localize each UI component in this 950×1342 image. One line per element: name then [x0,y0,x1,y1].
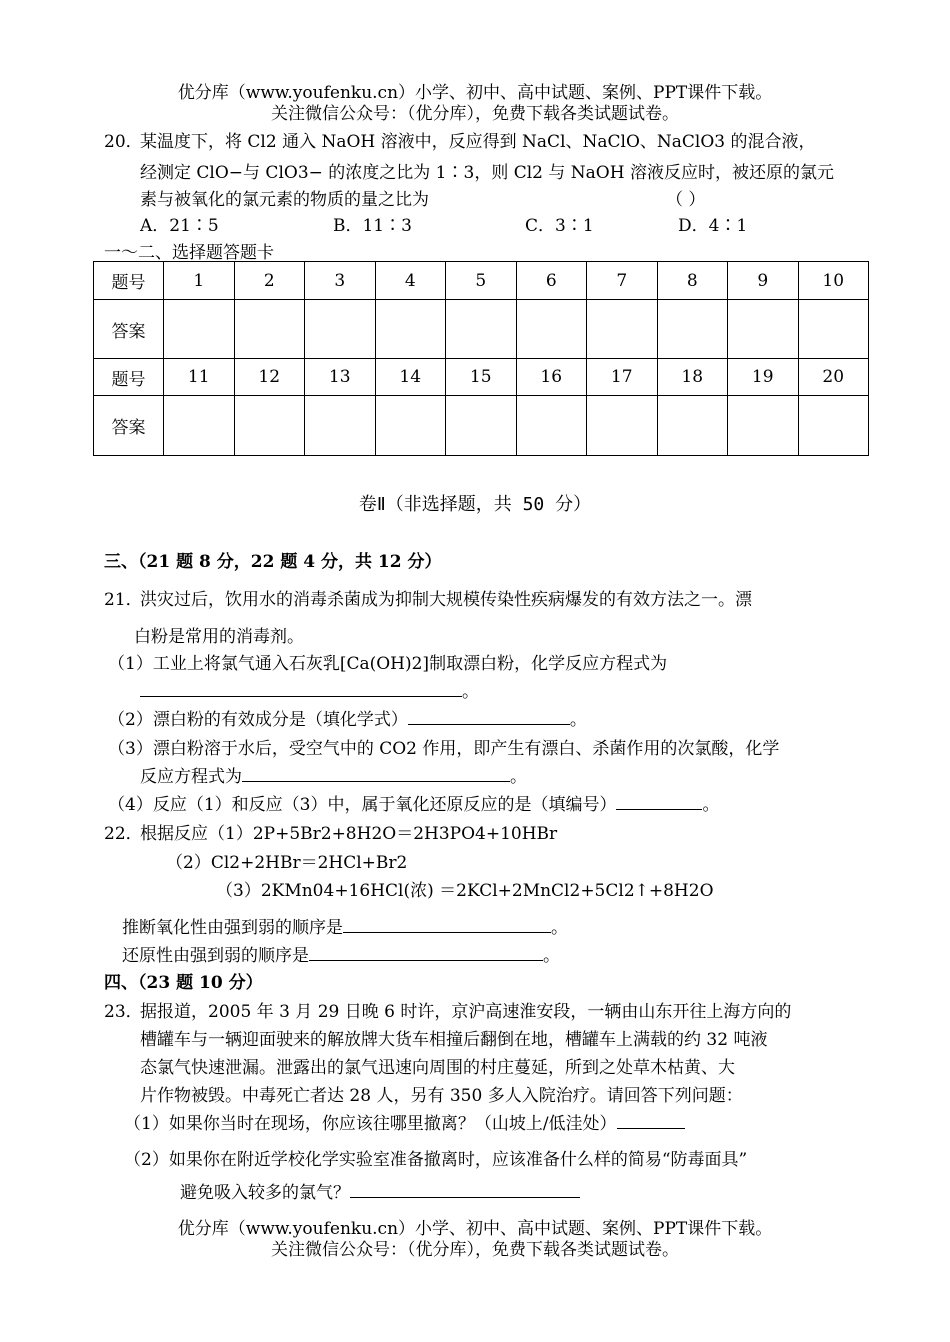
question-number: 18 [657,359,728,396]
question-number: 13 [305,359,376,396]
header-line-1: 优分库（www.youfenku.cn）小学、初中、高中试题、案例、PPT课件下载。 [177,83,773,103]
q22-ask-1-text: 推断氧化性由强到弱的顺序是 [122,918,343,938]
q23-line-1: 据报道，2005 年 3 月 29 日晚 6 时许，京沪高速淮安段，一辆由山东开往上海方向的 [140,1002,792,1022]
question-number: 12 [234,359,305,396]
q23-number: 23． [104,1002,143,1022]
answer-cell[interactable] [516,396,587,456]
question-number: 16 [516,359,587,396]
q23-line-2: 槽罐车与一辆迎面驶来的解放牌大货车相撞后翻倒在地，槽罐车上满载的约 32 吨液 [140,1030,768,1050]
answer-cell[interactable] [798,300,869,359]
row-header-num: 题号 [94,262,164,300]
answer-blank[interactable] [309,946,543,961]
q20-answer-bracket: （ ） [666,190,706,210]
footer-line-1: 优分库（www.youfenku.cn）小学、初中、高中试题、案例、PPT课件下载。 [177,1219,773,1239]
q23-sub2-text: 避免吸入较多的氯气？ [180,1183,350,1203]
section3-title: 三、（21 题 8 分，22 题 4 分，共 12 分） [104,552,442,572]
answer-blank[interactable] [140,682,462,697]
punct: 。 [569,710,587,730]
punct: 。 [551,918,568,938]
answer-cell[interactable] [305,300,376,359]
answer-cell[interactable] [375,300,446,359]
question-number: 7 [587,262,658,300]
answer-cell[interactable] [446,396,517,456]
answer-cell[interactable] [516,300,587,359]
q22-reaction-3: （3）2KMn04+16HCl(浓) ＝2KCl+2MnCl2+5Cl2↑+8H2O [216,881,714,901]
answer-blank[interactable] [616,795,702,810]
punct: 。 [543,946,560,966]
q22-ask-2-text: 还原性由强到弱的顺序是 [122,946,309,966]
row-header-answer: 答案 [94,396,164,456]
answer-cell[interactable] [798,396,869,456]
question-number: 9 [728,262,799,300]
row-header-answer: 答案 [94,300,164,359]
q22-reaction-1: 根据反应（1）2P+5Br2+8H2O＝2H3PO4+10HBr [140,824,558,844]
answer-cell[interactable] [728,300,799,359]
q21-sub4-text: （4）反应（1）和反应（3）中，属于氧化还原反应的是（填编号） [108,795,617,815]
answer-blank[interactable] [350,1183,580,1198]
q20-option-d: D．4∶1 [678,216,748,236]
answer-blank[interactable] [408,710,570,725]
answer-cell[interactable] [587,396,658,456]
answer-cell[interactable] [728,396,799,456]
q20-line-1: 某温度下，将 Cl2 通入 NaOH 溶液中，反应得到 NaCl、NaClO、NaClO3 的混合液， [140,132,816,152]
q21-sub2 [108,705,587,730]
question-number: 2 [234,262,305,300]
question-number: 17 [587,359,658,396]
q21-sub1: （1）工业上将氯气通入石灰乳[Ca(OH)2]制取漂白粉，化学反应方程式为 [108,654,668,674]
q23-line-3: 态氯气快速泄漏。泄露出的氯气迅速向周围的村庄蔓延，所到之处草木枯黄、大 [140,1058,735,1078]
q23-sub2-line-2 [180,1178,580,1203]
answer-cell[interactable] [164,300,235,359]
footer-line-2: 关注微信公众号：（优分库），免费下载各类试题试卷。 [271,1240,679,1260]
answer-cell[interactable] [234,300,305,359]
answer-cell[interactable] [305,396,376,456]
question-number: 14 [375,359,446,396]
section4-title: 四、（23 题 10 分） [104,973,263,993]
answer-cell[interactable] [657,396,728,456]
q23-sub2-line-1: （2）如果你在附近学校化学实验室准备撤离时，应该准备什么样的简易“防毒面具” [124,1150,748,1170]
question-number: 11 [164,359,235,396]
header-line-2: 关注微信公众号：（优分库），免费下载各类试题试卷。 [271,104,679,124]
question-number: 15 [446,359,517,396]
row-header-num: 题号 [94,359,164,396]
q23-sub1 [124,1109,685,1134]
punct: 。 [462,682,479,702]
punct: 。 [510,767,527,787]
q21-sub3-line-1: （3）漂白粉溶于水后，受空气中的 CO2 作用，即产生有漂白、杀菌作用的次氯酸，化学 [108,739,780,759]
question-number: 5 [446,262,517,300]
q20-option-a: A．21∶5 [140,216,219,236]
punct: 。 [702,795,720,815]
answer-blank[interactable] [242,767,510,782]
q23-sub1-text: （1）如果你当时在现场，你应该往哪里撤离？（山坡上/低洼处） [124,1114,617,1134]
question-number: 8 [657,262,728,300]
answer-cell[interactable] [587,300,658,359]
q20-line-2: 经测定 ClO−与 ClO3− 的浓度之比为 1∶3，则 Cl2 与 NaOH 溶液反应时，被还原的氯元 [140,163,834,183]
q20-line-3: 素与被氧化的氯元素的物质的量之比为 [140,190,429,210]
question-number: 6 [516,262,587,300]
answer-card-num-row-1 [94,262,869,300]
q21-sub3-text: 反应方程式为 [140,767,242,787]
answer-card-ans-row-2 [94,396,869,456]
answer-cell[interactable] [446,300,517,359]
q21-sub3-line-2 [140,762,527,787]
q21-sub2-text: （2）漂白粉的有效成分是（填化学式） [108,710,408,730]
part2-title: 卷Ⅱ（非选择题，共 50 分） [358,494,592,515]
answer-card-num-row-2 [94,359,869,396]
q21-line-1: 洪灾过后，饮用水的消毒杀菌成为抑制大规模传染性疾病爆发的有效方法之一。漂 [140,590,752,610]
question-number: 3 [305,262,376,300]
answer-blank[interactable] [617,1114,685,1129]
q22-number: 22． [104,824,143,844]
answer-cell[interactable] [375,396,446,456]
q20-number: 20． [104,132,143,152]
q20-option-b: B．11∶3 [333,216,412,236]
question-number: 4 [375,262,446,300]
question-number: 10 [798,262,869,300]
answer-cell[interactable] [164,396,235,456]
q21-line-2: 白粉是常用的消毒剂。 [134,627,304,647]
q22-ask-2 [122,941,560,966]
q21-sub4 [108,790,719,815]
question-number: 19 [728,359,799,396]
q23-line-4: 片作物被毁。中毒死亡者达 28 人，另有 350 多人入院治疗。请回答下列问题： [140,1086,743,1106]
q21-number: 21． [104,590,143,610]
answer-card-ans-row-1 [94,300,869,359]
answer-card-title: 一～二、选择题答题卡 [104,243,274,263]
answer-cell[interactable] [234,396,305,456]
answer-card-table [93,261,869,456]
q22-ask-1 [122,913,568,938]
answer-cell[interactable] [657,300,728,359]
question-number: 20 [798,359,869,396]
q20-option-c: C．3∶1 [525,216,594,236]
answer-blank[interactable] [343,918,551,933]
q21-sub1-answer [140,677,479,702]
question-number: 1 [164,262,235,300]
q22-reaction-2: （2）Cl2+2HBr＝2HCl+Br2 [166,853,408,873]
